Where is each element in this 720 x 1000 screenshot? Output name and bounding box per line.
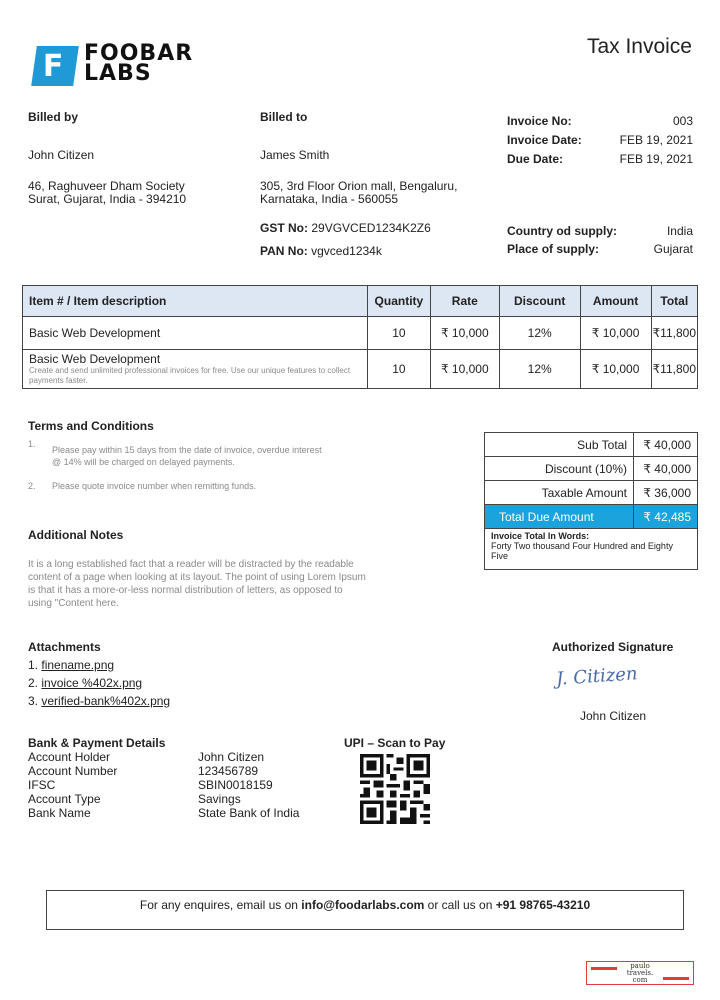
list-item: 3. verified-bank%402x.png — [28, 694, 171, 708]
item-quantity: 10 — [367, 350, 430, 389]
terms-item: 2. Please quote invoice number when remitting funds. — [28, 481, 257, 491]
totals-table — [484, 432, 698, 529]
bank-row: Account Holder John Citizen — [28, 750, 265, 764]
item-discount: 12% — [499, 317, 580, 350]
item-discount: 12% — [499, 350, 580, 389]
signature-image: J. Citizen — [555, 663, 639, 690]
company-logo — [34, 41, 194, 88]
bank-row: IFSC SBIN0018159 — [28, 778, 273, 792]
discount-row — [485, 457, 698, 481]
item-quantity: 10 — [367, 317, 430, 350]
footer-contact: For any enquires, email us on info@foodarlabs.com or call us on +91 98765-43210 — [46, 890, 684, 930]
table-row — [23, 317, 698, 350]
invoice-meta: Invoice No: 003 Invoice Date: FEB 19, 2021 Due Date: FEB 19, 2021 — [507, 114, 693, 166]
item-description: Basic Web Development — [29, 352, 161, 366]
bank-row: Bank Name State Bank of India — [28, 806, 300, 820]
subtotal-value: ₹ 40,000 — [634, 433, 698, 457]
taxable-row — [485, 481, 698, 505]
terms-item: 1. Please pay within 15 days from the date of invoice, overdue interest @ 14% will be charged on delayed payments. — [28, 439, 322, 467]
list-item: 2. invoice %402x.png — [28, 676, 143, 690]
item-amount: ₹ 10,000 — [580, 350, 651, 389]
upi-qr-code-icon[interactable] — [360, 754, 430, 824]
bank-row: Account Number 123456789 — [28, 764, 259, 778]
taxable-value: ₹ 36,000 — [634, 481, 698, 505]
signatory-name: John Citizen — [580, 709, 647, 723]
supply-info: Country od supply: India Place of supply: Gujarat — [507, 224, 693, 256]
item-description-detail: Create and send unlimited professional invoices for free. Use our unique features to collect payments faster. — [29, 366, 351, 385]
bank-details — [28, 750, 299, 820]
total-in-words-value: Forty Two thousand Four Hundred and Eighty Five — [491, 541, 673, 561]
billed-to-label: Billed to — [260, 110, 308, 124]
col-description: Item # / Item description — [23, 286, 368, 317]
billed-by-label: Billed by — [28, 110, 79, 124]
logo-wordmark: FOOBAR LABS — [84, 41, 194, 86]
items-table — [22, 285, 698, 389]
upi-title: UPI – Scan to Pay — [344, 736, 446, 750]
footer-email[interactable]: info@foodarlabs.com — [301, 898, 425, 912]
col-rate: Rate — [430, 286, 499, 317]
subtotal-label: Sub Total — [485, 433, 634, 457]
footer-phone[interactable]: +91 98765-43210 — [495, 898, 591, 912]
logo-mark: F — [31, 46, 79, 86]
item-amount: ₹ 10,000 — [580, 317, 651, 350]
total-due-value: ₹ 42,485 — [634, 505, 698, 529]
billed-to-address: 305, 3rd Floor Orion mall, Bengaluru, Karnataka, India - 560055 — [260, 179, 458, 206]
total-due-label: Total Due Amount — [485, 505, 634, 529]
list-item: 1. finename.png — [28, 658, 115, 672]
bank-title: Bank & Payment Details — [28, 736, 166, 750]
billed-to-name: James Smith — [260, 148, 330, 162]
billed-by-name: John Citizen — [28, 148, 95, 162]
document-title: Tax Invoice — [586, 35, 692, 58]
table-row — [23, 350, 698, 389]
total-in-words-label: Invoice Total In Words: — [491, 531, 590, 541]
col-total: Total — [651, 286, 697, 317]
col-amount: Amount — [580, 286, 651, 317]
attachments-title: Attachments — [28, 640, 101, 654]
col-quantity: Quantity — [367, 286, 430, 317]
terms-title: Terms and Conditions — [28, 419, 154, 433]
item-description: Basic Web Development — [23, 317, 368, 350]
total-due-row — [485, 505, 698, 529]
attachment-link[interactable]: invoice %402x.png — [41, 676, 143, 690]
subtotal-row — [485, 433, 698, 457]
discount-label: Discount (10%) — [485, 457, 634, 481]
attachment-link[interactable]: finename.png — [41, 658, 115, 672]
notes-title: Additional Notes — [28, 528, 124, 542]
item-total: ₹11,800 — [651, 350, 697, 389]
bank-row: Account Type Savings — [28, 792, 241, 806]
total-in-words — [484, 528, 698, 570]
attachment-link[interactable]: verified-bank%402x.png — [41, 694, 171, 708]
pan-number: PAN No: vgvced1234k — [260, 244, 382, 258]
attachments-list — [28, 656, 170, 710]
discount-value: ₹ 40,000 — [634, 457, 698, 481]
billed-by-address: 46, Raghuveer Dham Society Surat, Gujarat, India - 394210 — [28, 179, 187, 206]
gst-number: GST No: 29VGVCED1234K2Z6 — [260, 221, 431, 235]
item-description-cell — [23, 350, 368, 389]
item-total: ₹11,800 — [651, 317, 697, 350]
signature-title: Authorized Signature — [552, 640, 674, 654]
items-table-header — [23, 286, 698, 317]
taxable-label: Taxable Amount — [485, 481, 634, 505]
item-rate: ₹ 10,000 — [430, 317, 499, 350]
watermark-stamp: paulo travels. com — [586, 961, 694, 985]
item-rate: ₹ 10,000 — [430, 350, 499, 389]
notes-body: It is a long established fact that a reader will be distracted by the readable content of a page when looking at its layout. The point of using Lorem Ipsum is that it has a more-or-less normal distribution of letters, as opposed to using "Content here. — [28, 559, 366, 609]
col-discount: Discount — [499, 286, 580, 317]
